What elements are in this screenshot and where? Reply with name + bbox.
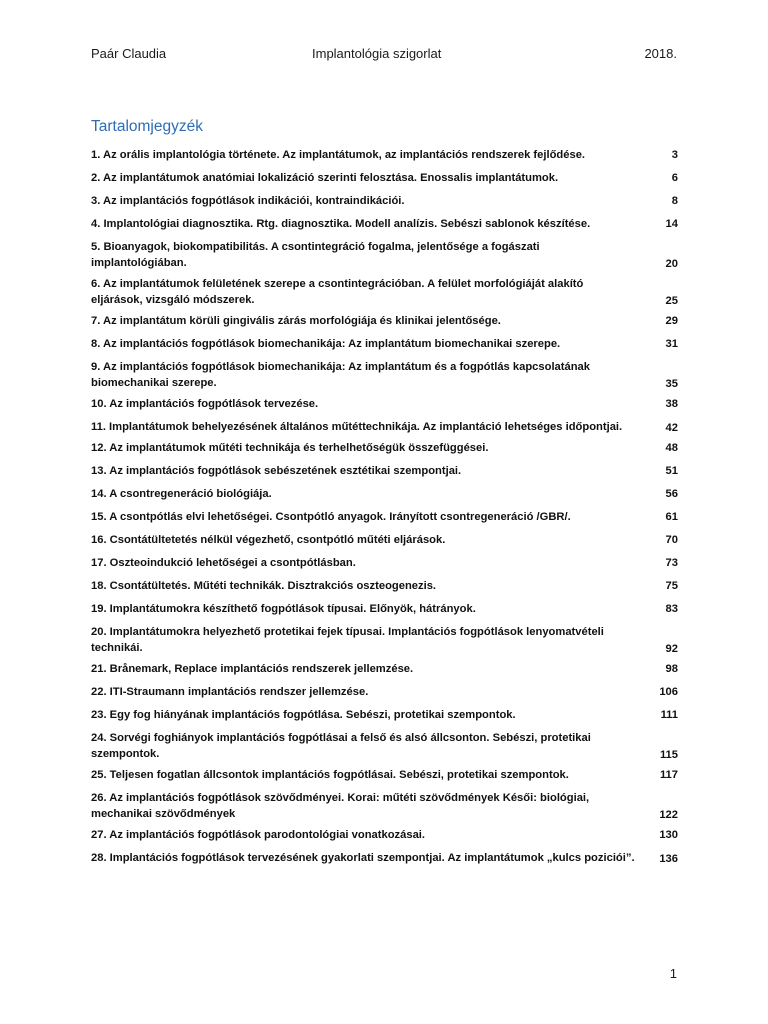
toc-entry-text: 14. A csontregeneráció biológiája. <box>91 488 272 500</box>
toc-entry[interactable] <box>91 827 678 843</box>
toc-entry-page: 122 <box>659 809 678 821</box>
toc-entry-page: 61 <box>665 511 678 523</box>
toc-entry[interactable] <box>91 336 678 352</box>
header-subject: Implantológia szigorlat <box>312 46 442 61</box>
toc-entry-page: 35 <box>665 378 678 390</box>
toc-entry[interactable] <box>91 440 678 456</box>
toc-entry-text: 22. ITI-Straumann implantációs rendszer jellemzése. <box>91 686 369 698</box>
toc-entry-page: 29 <box>665 315 678 327</box>
toc-entry-text: 28. Implantációs fogpótlások tervezésének gyakorlati szempontjai. Az implantátumok „kulcs poziciói”. <box>91 852 635 864</box>
toc-entry-page: 98 <box>665 663 678 675</box>
page-number: 1 <box>669 966 677 981</box>
toc-entry[interactable] <box>91 707 678 723</box>
toc-entry-page: 14 <box>665 218 678 230</box>
toc-entry-text: 2. Az implantátumok anatómiai lokalizáció szerinti felosztása. Enossalis implantátumok. <box>91 172 559 184</box>
toc-entry-page: 31 <box>665 338 678 350</box>
page-header <box>91 46 677 64</box>
toc-entry-page: 25 <box>665 295 678 307</box>
toc-entry-page: 8 <box>671 195 678 207</box>
toc-entry[interactable] <box>91 276 678 308</box>
header-author: Paár Claudia <box>91 46 167 61</box>
toc-entry-text: 19. Implantátumokra készíthető fogpótlások típusai. Előnyök, hátrányok. <box>91 603 476 615</box>
toc-entry-page: 48 <box>665 442 678 454</box>
toc-entry-text: 4. Implantológiai diagnosztika. Rtg. diagnosztika. Modell analízis. Sebészi sablonok készítése. <box>91 218 591 230</box>
toc-entry[interactable] <box>91 463 678 479</box>
toc-entry-page: 6 <box>671 172 678 184</box>
toc-entry-text: 21. Brånemark, Replace implantációs rendszerek jellemzése. <box>91 663 414 675</box>
toc-entry-text: 27. Az implantációs fogpótlások parodontológiai vonatkozásai. <box>91 829 426 841</box>
toc-entry-text: 15. A csontpótlás elvi lehetőségei. Csontpótló anyagok. Irányított csontregeneráció /GBR/. <box>91 511 571 523</box>
toc-entry[interactable] <box>91 193 678 209</box>
toc-entry-text: 18. Csontátültetés. Műtéti technikák. Disztrakciós oszteogenezis. <box>91 580 437 592</box>
toc-entry[interactable] <box>91 147 678 163</box>
toc-entry-page: 42 <box>665 422 678 434</box>
toc-entry[interactable] <box>91 419 678 435</box>
toc-entry[interactable] <box>91 359 678 391</box>
toc-entry-text: 17. Oszteoindukció lehetőségei a csontpótlásban. <box>91 557 356 569</box>
toc-entry-page: 83 <box>665 603 678 615</box>
toc-entry-text: 12. Az implantátumok műtéti technikája és terhelhetőségük összefüggései. <box>91 442 489 454</box>
toc-entry[interactable] <box>91 486 678 502</box>
toc-entry[interactable] <box>91 730 678 762</box>
toc-entry-text: 16. Csontátültetetés nélkül végezhető, csontpótló műtéti eljárások. <box>91 534 446 546</box>
toc-entry-page: 75 <box>665 580 678 592</box>
toc-entry[interactable] <box>91 216 678 232</box>
toc-entry-text: 13. Az implantációs fogpótlások sebészetének esztétikai szempontjai. <box>91 465 462 477</box>
toc-entry-text: 5. Bioanyagok, biokompatibilitás. A csontintegráció fogalma, jelentősége a fogászati implantológiában. <box>91 241 540 269</box>
toc-entry-page: 115 <box>659 749 678 761</box>
toc-entry[interactable] <box>91 624 678 656</box>
toc-entry[interactable] <box>91 396 678 412</box>
toc-entry-page: 136 <box>659 853 678 865</box>
toc-entry-page: 73 <box>665 557 678 569</box>
toc-entry-text: 11. Implantátumok behelyezésének általános műtéttechnikája. Az implantáció lehetséges időpontjai. <box>91 421 623 433</box>
toc-entry[interactable] <box>91 661 678 677</box>
toc-entry[interactable] <box>91 684 678 700</box>
toc-entry-text: 8. Az implantációs fogpótlások biomechanikája: Az implantátum biomechanikai szerepe. <box>91 338 561 350</box>
toc-entry-text: 10. Az implantációs fogpótlások tervezése. <box>91 398 319 410</box>
toc-entry-page: 56 <box>665 488 678 500</box>
toc-entry-page: 70 <box>665 534 678 546</box>
toc-entry-page: 106 <box>659 686 678 698</box>
toc-entry-page: 92 <box>665 643 678 655</box>
toc-entry-text: 1. Az orális implantológia története. Az implantátumok, az implantációs rendszerek fejlődése. <box>91 149 586 161</box>
toc-entry-text: 24. Sorvégi foghiányok implantációs fogpótlásai a felső és alsó állcsonton. Sebészi, protetikai szempontok. <box>91 732 591 760</box>
toc-entry[interactable] <box>91 850 678 866</box>
toc-entry[interactable] <box>91 239 678 271</box>
toc-entry[interactable] <box>91 313 678 329</box>
toc-entry-text: 26. Az implantációs fogpótlások szövődményei. Korai: műtéti szövődmények Késői: biológiai, mechanikai szövődmények <box>91 792 590 820</box>
toc-entry-text: 9. Az implantációs fogpótlások biomechanikája: Az implantátum és a fogpótlás kapcsolatának biomechanikai szerepe. <box>91 361 590 389</box>
toc-title: Tartalomjegyzék <box>91 118 203 135</box>
toc-entry-text: 25. Teljesen fogatlan állcsontok implantációs fogpótlásai. Sebészi, protetikai szempontok. <box>91 769 569 781</box>
toc-entry[interactable] <box>91 767 678 783</box>
toc-entry[interactable] <box>91 532 678 548</box>
toc-entry-text: 23. Egy fog hiányának implantációs fogpótlása. Sebészi, protetikai szempontok. <box>91 709 516 721</box>
toc-entry-page: 117 <box>659 769 678 781</box>
toc-entry-text: 3. Az implantációs fogpótlások indikációi, kontraindikációi. <box>91 195 405 207</box>
header-year: 2018. <box>644 46 677 61</box>
toc-entry-page: 111 <box>660 709 678 721</box>
toc-entry[interactable] <box>91 170 678 186</box>
toc-entry-text: 6. Az implantátumok felületének szerepe a csontintegrációban. A felület morfológiáját alakító eljárások, vizsgáló módszerek. <box>91 278 584 306</box>
toc-entry-page: 38 <box>665 398 678 410</box>
toc-entry-text: 7. Az implantátum körüli gingivális zárás morfológiája és klinikai jelentősége. <box>91 315 501 327</box>
toc-entry-page: 3 <box>671 149 678 161</box>
toc-entry[interactable] <box>91 578 678 594</box>
toc-entry-page: 51 <box>665 465 678 477</box>
toc-entry[interactable] <box>91 790 678 822</box>
toc-entry[interactable] <box>91 555 678 571</box>
table-of-contents <box>91 147 678 871</box>
toc-entry[interactable] <box>91 509 678 525</box>
toc-entry-page: 20 <box>665 258 678 270</box>
toc-entry-page: 130 <box>659 829 678 841</box>
toc-entry[interactable] <box>91 601 678 617</box>
toc-entry-text: 20. Implantátumokra helyezhető protetikai fejek típusai. Implantációs fogpótlások lenyomatvételi technikái. <box>91 626 604 654</box>
